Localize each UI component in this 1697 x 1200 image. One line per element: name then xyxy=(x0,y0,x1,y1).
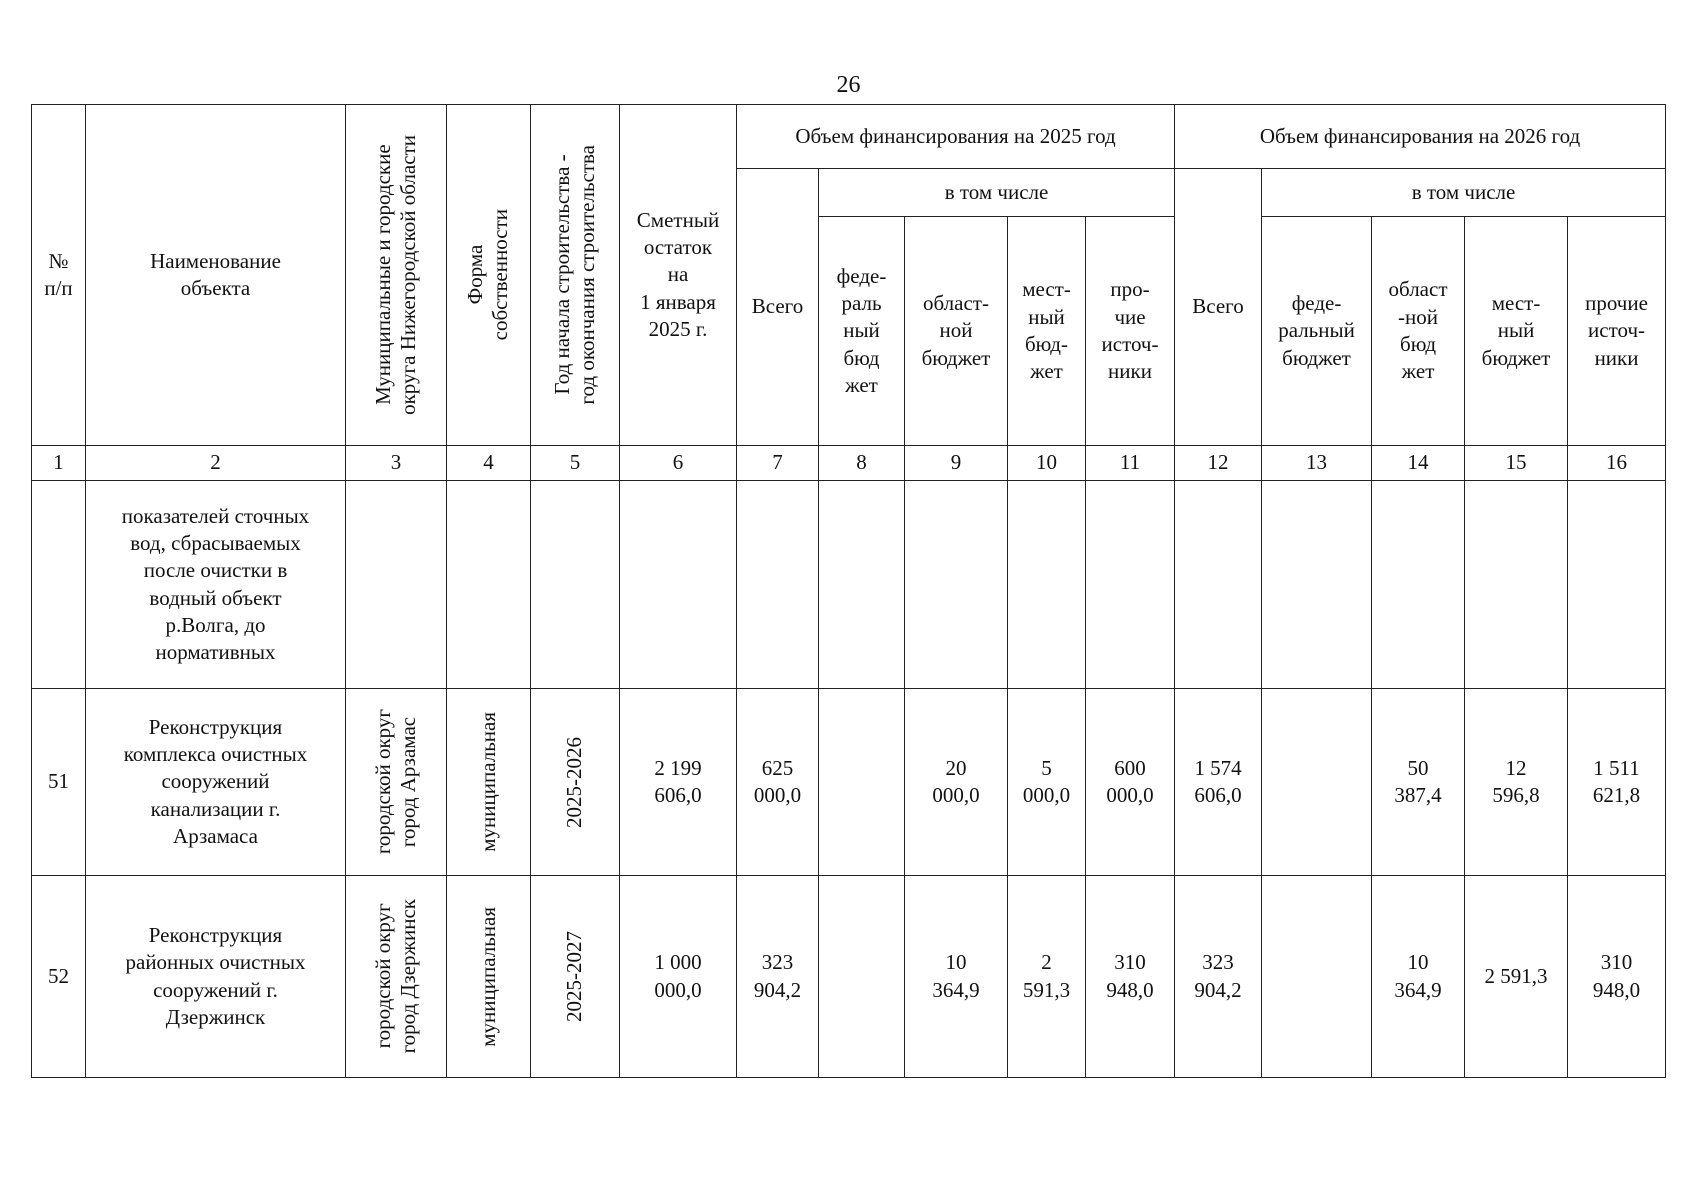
column-number: 7 xyxy=(737,446,819,481)
empty-cell xyxy=(32,481,86,689)
empty-cell xyxy=(819,481,905,689)
other-2026: 310 948,0 xyxy=(1568,876,1666,1078)
header-federal-2026: феде- ральный бюджет xyxy=(1262,217,1372,446)
column-number: 9 xyxy=(905,446,1008,481)
continuation-text: показателей сточных вод, сбрасываемых после очистки в водный объект р.Волга, до нормативных xyxy=(86,481,346,689)
column-number: 2 xyxy=(86,446,346,481)
municipality-cell xyxy=(346,876,447,1078)
column-number: 16 xyxy=(1568,446,1666,481)
column-number: 3 xyxy=(346,446,447,481)
header-row-1 xyxy=(32,105,1666,169)
ownership-cell xyxy=(447,689,531,876)
regional-2025: 20 000,0 xyxy=(905,689,1008,876)
column-number: 8 xyxy=(819,446,905,481)
column-number: 10 xyxy=(1008,446,1086,481)
column-number-row xyxy=(32,446,1666,481)
total-2025: 323 904,2 xyxy=(737,876,819,1078)
header-regional-2026: област -ной бюд жет xyxy=(1372,217,1465,446)
table-row xyxy=(32,876,1666,1078)
header-other-2026: прочие источ- ники xyxy=(1568,217,1666,446)
regional-2025: 10 364,9 xyxy=(905,876,1008,1078)
federal-2026 xyxy=(1262,876,1372,1078)
header-including-2025: в том числе xyxy=(819,169,1175,217)
column-number: 15 xyxy=(1465,446,1568,481)
other-2025: 600 000,0 xyxy=(1086,689,1175,876)
header-estimated-balance: Сметный остаток на 1 января 2025 г. xyxy=(620,105,737,446)
row-number: 51 xyxy=(32,689,86,876)
header-object-name: Наименование объекта xyxy=(86,105,346,446)
federal-2025 xyxy=(819,876,905,1078)
local-2025: 2 591,3 xyxy=(1008,876,1086,1078)
column-number: 11 xyxy=(1086,446,1175,481)
column-number: 14 xyxy=(1372,446,1465,481)
column-number: 1 xyxy=(32,446,86,481)
years-cell xyxy=(531,689,620,876)
empty-cell xyxy=(620,481,737,689)
federal-2025 xyxy=(819,689,905,876)
empty-cell xyxy=(1372,481,1465,689)
other-2026: 1 511 621,8 xyxy=(1568,689,1666,876)
empty-cell xyxy=(737,481,819,689)
header-construction-years-text: Год начала строительства - год окончания строительства xyxy=(549,145,599,405)
local-2026: 12 596,8 xyxy=(1465,689,1568,876)
header-other-2025: про- чие источ- ники xyxy=(1086,217,1175,446)
empty-cell xyxy=(1568,481,1666,689)
header-ownership xyxy=(447,105,531,446)
header-financing-2025: Объем финансирования на 2025 год xyxy=(737,105,1175,169)
regional-2026: 10 364,9 xyxy=(1372,876,1465,1078)
header-municipality-text: Муниципальные и городские округа Нижегородской области xyxy=(370,135,420,415)
column-number: 12 xyxy=(1175,446,1262,481)
municipality: городской округ город Дзержинск xyxy=(370,899,420,1054)
total-2025: 625 000,0 xyxy=(737,689,819,876)
ownership: муниципальная xyxy=(475,712,500,852)
empty-cell xyxy=(1008,481,1086,689)
page-number: 26 xyxy=(836,72,861,98)
column-number: 6 xyxy=(620,446,737,481)
header-local-2025: мест- ный бюд- жет xyxy=(1008,217,1086,446)
row-number: 52 xyxy=(32,876,86,1078)
empty-cell xyxy=(447,481,531,689)
municipality-cell xyxy=(346,689,447,876)
header-regional-2025: област- ной бюджет xyxy=(905,217,1008,446)
other-2025: 310 948,0 xyxy=(1086,876,1175,1078)
estimated-balance: 2 199 606,0 xyxy=(620,689,737,876)
header-local-2026: мест- ный бюджет xyxy=(1465,217,1568,446)
header-federal-2025: феде- раль ный бюд жет xyxy=(819,217,905,446)
estimated-balance: 1 000 000,0 xyxy=(620,876,737,1078)
header-including-2026: в том числе xyxy=(1262,169,1666,217)
total-2026: 323 904,2 xyxy=(1175,876,1262,1078)
municipality: городской округ город Арзамас xyxy=(370,709,420,855)
header-ownership-text: Форма собственности xyxy=(463,209,513,341)
header-total-2026: Всего xyxy=(1175,169,1262,446)
empty-cell xyxy=(346,481,447,689)
total-2026: 1 574 606,0 xyxy=(1175,689,1262,876)
financing-table xyxy=(31,104,1666,1078)
construction-years: 2025-2027 xyxy=(562,931,587,1022)
table-row-continuation xyxy=(32,481,1666,689)
column-number: 13 xyxy=(1262,446,1372,481)
regional-2026: 50 387,4 xyxy=(1372,689,1465,876)
empty-cell xyxy=(905,481,1008,689)
header-construction-years xyxy=(531,105,620,446)
years-cell xyxy=(531,876,620,1078)
table-row xyxy=(32,689,1666,876)
header-financing-2026: Объем финансирования на 2026 год xyxy=(1175,105,1666,169)
column-number: 4 xyxy=(447,446,531,481)
local-2026: 2 591,3 xyxy=(1465,876,1568,1078)
local-2025: 5 000,0 xyxy=(1008,689,1086,876)
header-municipality xyxy=(346,105,447,446)
empty-cell xyxy=(1262,481,1372,689)
column-number: 5 xyxy=(531,446,620,481)
ownership-cell xyxy=(447,876,531,1078)
ownership: муниципальная xyxy=(475,906,500,1047)
object-name: Реконструкция районных очистных сооружений г. Дзержинск xyxy=(86,876,346,1078)
federal-2026 xyxy=(1262,689,1372,876)
object-name: Реконструкция комплекса очистных сооружений канализации г. Арзамаса xyxy=(86,689,346,876)
empty-cell xyxy=(1086,481,1175,689)
empty-cell xyxy=(531,481,620,689)
header-total-2025: Всего xyxy=(737,169,819,446)
header-number: № п/п xyxy=(32,105,86,446)
empty-cell xyxy=(1465,481,1568,689)
empty-cell xyxy=(1175,481,1262,689)
construction-years: 2025-2026 xyxy=(562,736,587,828)
